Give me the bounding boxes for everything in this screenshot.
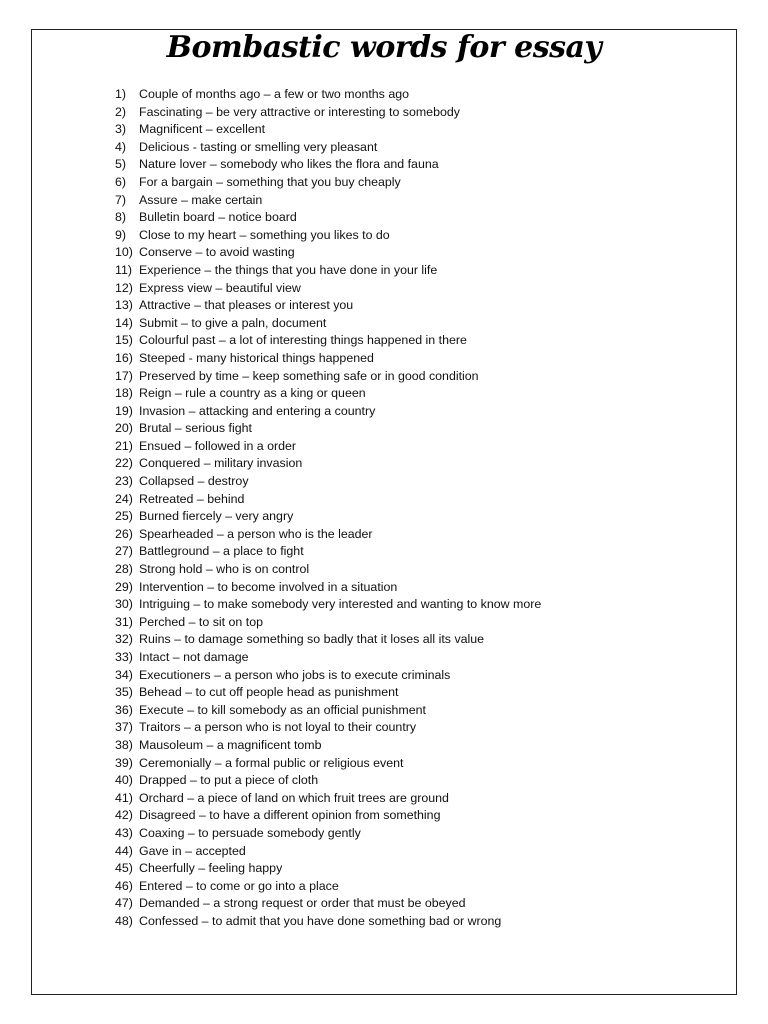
item-number: 32) xyxy=(115,632,133,647)
item-number: 30) xyxy=(115,597,133,612)
list-item xyxy=(115,913,541,931)
item-number: 37) xyxy=(115,720,133,735)
list-item xyxy=(115,350,541,368)
item-number: 16) xyxy=(115,350,133,365)
item-text: Spearheaded – a person who is the leader xyxy=(139,526,373,541)
item-number: 33) xyxy=(115,650,133,664)
list-item xyxy=(115,772,541,790)
item-number: 14) xyxy=(115,315,133,330)
item-number: 39) xyxy=(115,755,133,770)
item-number: 47) xyxy=(115,896,133,911)
item-text: Ceremonially – a formal public or religious event xyxy=(139,755,404,770)
list-item xyxy=(115,491,541,509)
item-text: Demanded – a strong request or order that must be obeyed xyxy=(139,896,466,911)
item-number: 12) xyxy=(115,280,133,295)
item-number: 35) xyxy=(115,685,133,700)
item-number: 17) xyxy=(115,368,133,383)
item-text: Intact – not damage xyxy=(139,650,249,664)
item-number: 1) xyxy=(115,87,127,101)
item-number: 46) xyxy=(115,878,133,893)
list-item xyxy=(115,403,541,421)
list-item xyxy=(115,104,541,122)
item-text: Bulletin board – notice board xyxy=(139,210,297,225)
item-number: 40) xyxy=(115,773,133,788)
item-text: For a bargain – something that you buy cheaply xyxy=(139,174,401,189)
list-item xyxy=(115,737,541,755)
item-number: 43) xyxy=(115,825,133,840)
list-item xyxy=(115,385,541,403)
item-text: Orchard – a piece of land on which fruit trees are ground xyxy=(139,790,449,805)
list-item xyxy=(115,860,541,878)
item-text: Intriguing – to make somebody very interested and wanting to know more xyxy=(139,597,542,612)
list-item xyxy=(115,174,541,192)
list-item xyxy=(115,280,541,298)
item-number: 4) xyxy=(115,139,127,154)
item-number: 8) xyxy=(115,210,127,225)
item-number: 44) xyxy=(115,843,133,858)
list-item xyxy=(115,878,541,896)
item-text: Brutal – serious fight xyxy=(139,421,252,436)
item-text: Executioners – a person who jobs is to execute criminals xyxy=(139,667,451,682)
list-item xyxy=(115,614,541,632)
item-number: 25) xyxy=(115,509,133,524)
item-text: Burned fiercely – very angry xyxy=(139,509,294,524)
list-item xyxy=(115,807,541,825)
item-text: Confessed – to admit that you have done something bad or wrong xyxy=(139,913,502,928)
item-text: Conserve – to avoid wasting xyxy=(139,245,295,260)
item-number: 38) xyxy=(115,737,133,752)
list-item xyxy=(115,526,541,544)
item-number: 31) xyxy=(115,614,133,629)
item-text: Colourful past – a lot of interesting things happened in there xyxy=(139,333,467,348)
item-text: Traitors – a person who is not loyal to their country xyxy=(139,720,417,735)
item-text: Mausoleum – a magnificent tomb xyxy=(139,737,322,752)
item-text: Attractive – that pleases or interest you xyxy=(139,298,354,313)
list-item xyxy=(115,455,541,473)
list-item xyxy=(115,139,541,157)
list-item xyxy=(115,596,541,614)
item-number: 15) xyxy=(115,333,133,348)
item-text: Retreated – behind xyxy=(139,491,245,506)
item-number: 2) xyxy=(115,104,127,119)
item-text: Reign – rule a country as a king or queen xyxy=(139,386,366,401)
item-number: 45) xyxy=(115,861,133,876)
item-number: 34) xyxy=(115,667,133,682)
list-item xyxy=(115,315,541,333)
item-number: 3) xyxy=(115,122,127,137)
item-text: Cheerfully – feeling happy xyxy=(139,861,283,876)
list-item xyxy=(115,192,541,210)
item-text: Battleground – a place to fight xyxy=(139,544,304,559)
list-item xyxy=(115,843,541,861)
list-item xyxy=(115,209,541,227)
item-text: Steeped - many historical things happened xyxy=(139,350,374,365)
list-item xyxy=(115,719,541,737)
list-item xyxy=(115,121,541,139)
list-item xyxy=(115,420,541,438)
list-item xyxy=(115,667,541,685)
list-item xyxy=(115,684,541,702)
item-number: 18) xyxy=(115,386,133,401)
list-item xyxy=(115,631,541,649)
list-item xyxy=(115,543,541,561)
list-item xyxy=(115,86,541,104)
list-item xyxy=(115,895,541,913)
item-text: Delicious - tasting or smelling very pleasant xyxy=(139,139,378,154)
item-text: Ruins – to damage something so badly that it loses all its value xyxy=(139,632,485,647)
list-item xyxy=(115,755,541,773)
item-text: Nature lover – somebody who likes the flora and fauna xyxy=(139,157,439,172)
item-number: 7) xyxy=(115,192,127,207)
item-text: Express view – beautiful view xyxy=(139,280,301,295)
item-text: Strong hold – who is on control xyxy=(139,562,310,577)
list-item xyxy=(115,790,541,808)
list-item xyxy=(115,561,541,579)
item-number: 6) xyxy=(115,174,127,189)
list-item xyxy=(115,368,541,386)
item-number: 19) xyxy=(115,403,133,418)
item-text: Experience – the things that you have done in your life xyxy=(139,262,438,277)
list-item xyxy=(115,825,541,843)
item-text: Magnificent – excellent xyxy=(139,122,266,137)
list-item xyxy=(115,579,541,597)
list-item xyxy=(115,702,541,720)
item-text: Disagreed – to have a different opinion from something xyxy=(139,808,441,823)
item-number: 27) xyxy=(115,544,133,559)
document-title: Bombastic words for essay xyxy=(166,30,602,65)
item-text: Submit – to give a paln, document xyxy=(139,315,327,330)
item-number: 36) xyxy=(115,702,133,717)
item-text: Ensued – followed in a order xyxy=(139,438,297,453)
item-text: Coaxing – to persuade somebody gently xyxy=(139,825,361,840)
list-item xyxy=(115,438,541,456)
list-item xyxy=(115,297,541,315)
item-number: 22) xyxy=(115,456,133,471)
list-item xyxy=(115,332,541,350)
item-text: Gave in – accepted xyxy=(139,843,246,858)
item-number: 10) xyxy=(115,245,133,260)
item-text: Perched – to sit on top xyxy=(139,614,263,629)
item-number: 23) xyxy=(115,474,133,489)
item-text: Collapsed – destroy xyxy=(139,474,249,489)
item-text: Invasion – attacking and entering a country xyxy=(139,403,376,418)
item-number: 13) xyxy=(115,298,133,313)
item-text: Entered – to come or go into a place xyxy=(139,878,339,893)
item-text: Fascinating – be very attractive or interesting to somebody xyxy=(139,104,460,119)
item-text: Execute – to kill somebody as an official punishment xyxy=(139,702,426,717)
item-number: 48) xyxy=(115,913,133,928)
list-item xyxy=(115,473,541,491)
item-number: 26) xyxy=(115,526,133,541)
list-item xyxy=(115,156,541,174)
item-text: Behead – to cut off people head as punishment xyxy=(139,685,399,700)
item-text: Preserved by time – keep something safe or in good condition xyxy=(139,368,479,383)
list-item xyxy=(115,244,541,262)
item-text: Conquered – military invasion xyxy=(139,456,303,471)
list-item xyxy=(115,508,541,526)
item-text: Couple of months ago – a few or two months ago xyxy=(139,87,409,101)
item-number: 5) xyxy=(115,157,127,172)
item-number: 29) xyxy=(115,579,133,594)
item-text: Close to my heart – something you likes to do xyxy=(139,227,390,242)
list-item xyxy=(115,649,541,667)
item-number: 20) xyxy=(115,421,133,436)
word-list xyxy=(115,86,541,931)
item-number: 28) xyxy=(115,562,133,577)
item-number: 21) xyxy=(115,438,133,453)
item-text: Assure – make certain xyxy=(139,192,263,207)
item-number: 41) xyxy=(115,790,133,805)
item-text: Drapped – to put a piece of cloth xyxy=(139,773,319,788)
list-item xyxy=(115,227,541,245)
item-text: Intervention – to become involved in a situation xyxy=(139,579,398,594)
list-item xyxy=(115,262,541,280)
item-number: 11) xyxy=(115,262,132,277)
item-number: 9) xyxy=(115,227,127,242)
item-number: 24) xyxy=(115,491,133,506)
item-number: 42) xyxy=(115,808,133,823)
